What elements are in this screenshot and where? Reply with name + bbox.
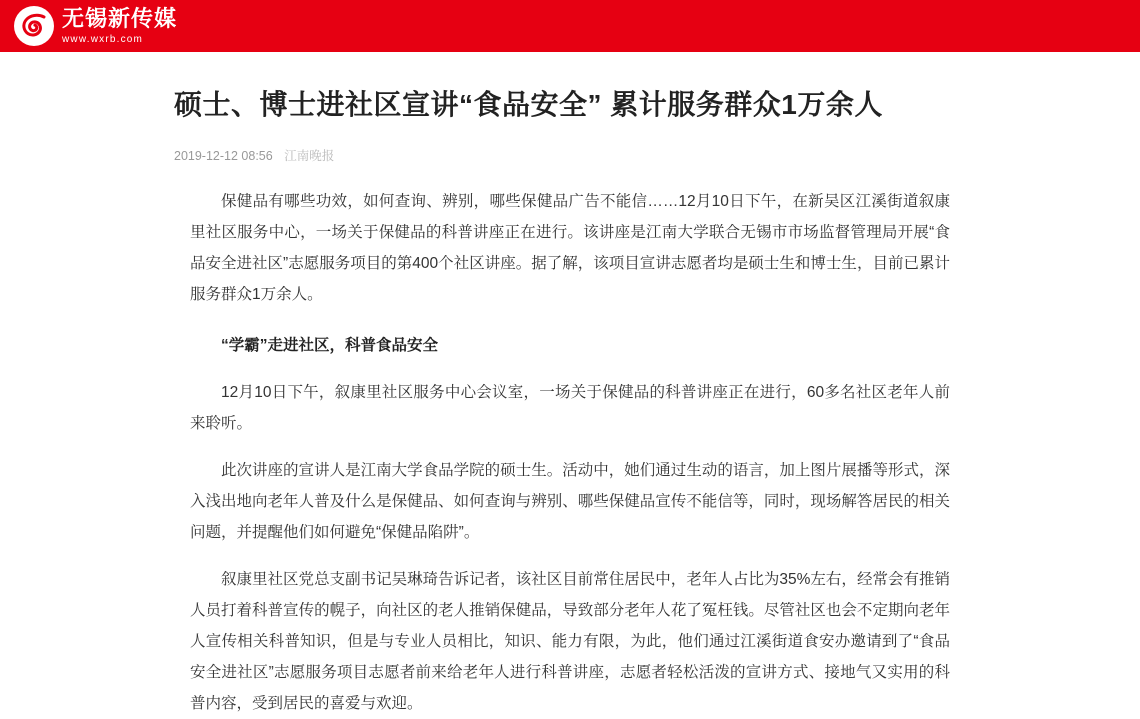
publish-date: 2019-12-12 08:56 <box>174 148 273 163</box>
page-title: 硕士、博士进社区宣讲“食品安全” 累计服务群众1万余人 <box>174 89 883 120</box>
site-logo[interactable] <box>0 6 177 46</box>
article-paragraph: 叙康里社区党总支副书记吴琳琦告诉记者，该社区目前常住居民中，老年人占比为35%左右，经常会有推销人员打着科普宣传的幌子，向社区的老人推销保健品，导致部分老年人花了冤枉钱。尽管社区也会不定期向老年人宣传相关科普知识，但是与专业人员相比，知识、能力有限，为此，他们通过江溪街道食安办邀请到了“食品安全进社区”志愿服务项目志愿者前来给老年人进行科普讲座，志愿者轻松活泼的宣讲方式、接地气又实用的科普内容，受到居民的喜爱与欢迎。 <box>190 570 950 712</box>
article-paragraph: 12月10日下午，叙康里社区服务中心会议室，一场关于保健品的科普讲座正在进行，60多名社区老年人前来聆听。 <box>190 383 950 432</box>
article-source: 江南晚报 <box>284 148 335 163</box>
logo-title: 无锡新传媒 <box>62 5 178 31</box>
article-paragraph: 保健品有哪些功效，如何查询、辨别，哪些保健品广告不能信……12月10日下午，在新吴区江溪街道叙康里社区服务中心，一场关于保健品的科普讲座正在进行。该讲座是江南大学联合无锡市市场监督管理局开展“食品安全进社区”志愿服务项目的第400个社区讲座。据了解，该项目宣讲志愿者均是硕士生和博士生，目前已累计服务群众1万余人。 <box>190 192 950 303</box>
article-body <box>190 186 950 719</box>
article-subheading: “学霸”走进社区，科普食品安全 <box>221 336 439 354</box>
logo-text-block <box>62 5 178 45</box>
swirl-icon <box>14 6 54 46</box>
site-header <box>0 0 1140 52</box>
article-paragraph: 此次讲座的宣讲人是江南大学食品学院的硕士生。活动中，她们通过生动的语言，加上图片展播等形式，深入浅出地向老年人普及什么是保健品、如何查询与辨别、哪些保健品宣传不能信等，同时，现场解答居民的相关问题，并提醒他们如何避免“保健品陷阱”。 <box>190 461 950 541</box>
article-container <box>174 52 950 719</box>
article-meta <box>174 146 950 164</box>
logo-subtitle: www.wxrb.com <box>62 33 144 45</box>
